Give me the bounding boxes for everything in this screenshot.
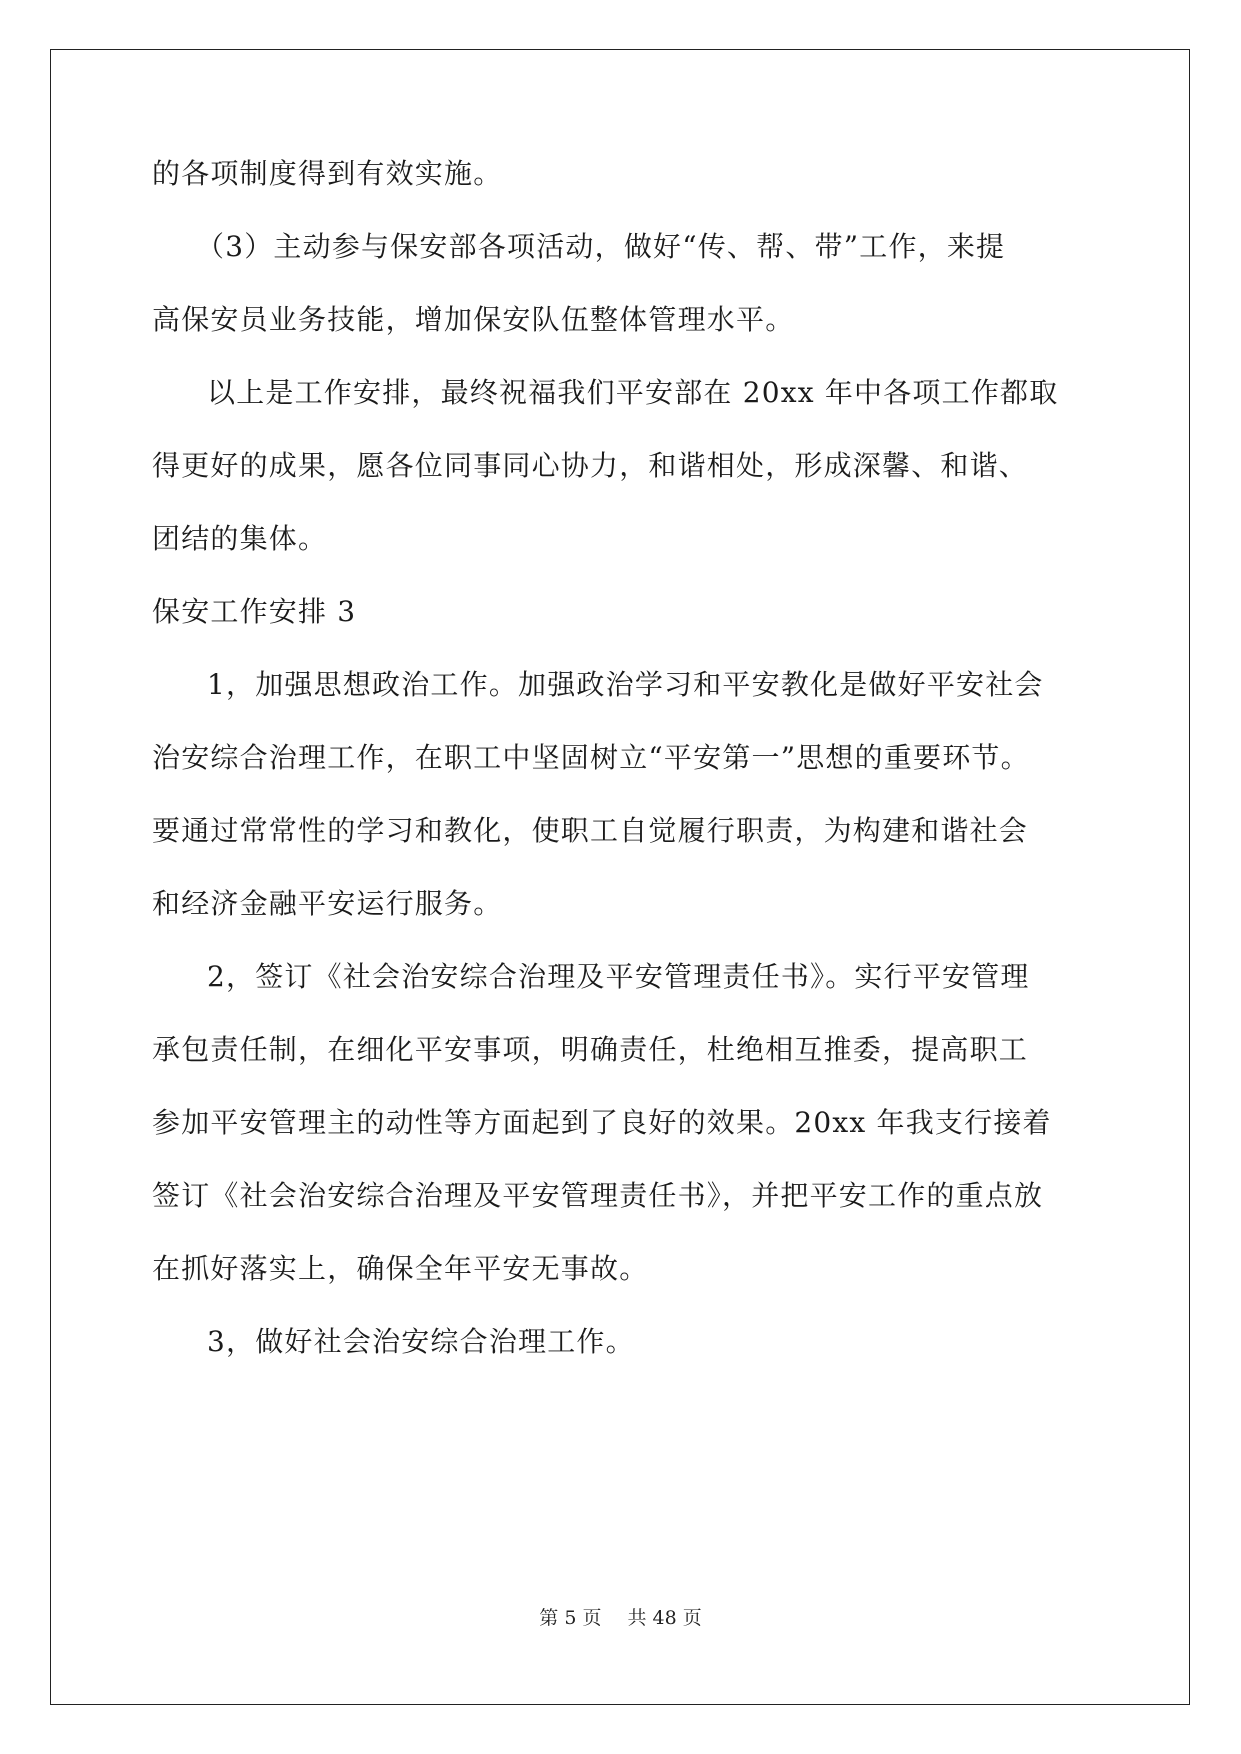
- text-line: （3）主动参与保安部各项活动，做好“传、帮、带”工作，来提: [196, 230, 1006, 263]
- text-line: 签订《社会治安综合治理及平安管理责任书》，并把平安工作的重点放: [152, 1179, 1044, 1212]
- text-line: 得更好的成果，愿各位同事同心协力，和谐相处，形成深馨、和谐、: [152, 449, 1029, 482]
- text-line: 参加平安管理主的动性等方面起到了良好的效果。20xx 年我支行接着: [152, 1106, 1052, 1139]
- text-line: 高保安员业务技能，增加保安队伍整体管理水平。: [152, 303, 795, 336]
- page-number: 第 5 页: [539, 1607, 602, 1629]
- text-line: 1，加强思想政治工作。加强政治学习和平安教化是做好平安社会: [207, 668, 1044, 701]
- page-border: [50, 49, 1190, 1705]
- text-line: 的各项制度得到有效实施。: [152, 157, 503, 190]
- page-footer: [0, 1606, 1241, 1630]
- text-line: 和经济金融平安运行服务。: [152, 887, 503, 920]
- text-line: 在抓好落实上，确保全年平安无事故。: [152, 1252, 649, 1285]
- text-line: 2，签订《社会治安综合治理及平安管理责任书》。实行平安管理: [207, 960, 1030, 993]
- section-heading: 保安工作安排 3: [152, 595, 357, 628]
- text-line: 要通过常常性的学习和教化，使职工自觉履行职责，为构建和谐社会: [152, 814, 1029, 847]
- text-line: 以上是工作安排，最终祝福我们平安部在 20xx 年中各项工作都取: [207, 376, 1059, 409]
- text-line: 3，做好社会治安综合治理工作。: [207, 1325, 635, 1358]
- text-line: 承包责任制，在细化平安事项，明确责任，杜绝相互推委，提高职工: [152, 1033, 1029, 1066]
- text-line: 团结的集体。: [152, 522, 328, 555]
- page-total: 共 48 页: [627, 1607, 702, 1629]
- text-line: 治安综合治理工作，在职工中坚固树立“平安第一”思想的重要环节。: [152, 741, 1030, 774]
